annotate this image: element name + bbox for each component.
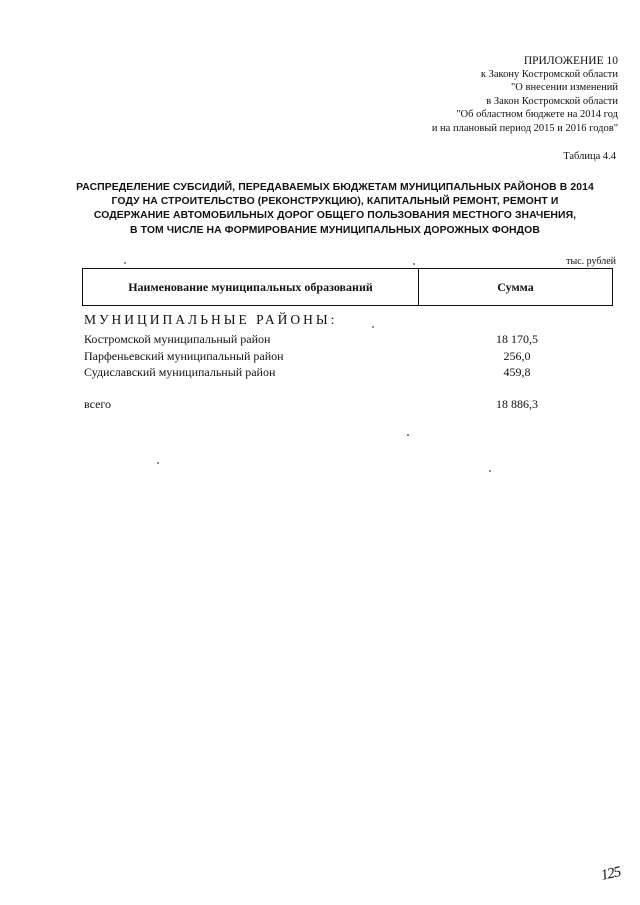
annex-header <box>258 54 618 135</box>
row-value: 459,8 <box>503 365 531 379</box>
title-line: СОДЕРЖАНИЕ АВТОМОБИЛЬНЫХ ДОРОГ ОБЩЕГО ПОЛЬЗОВАНИЯ МЕСТНОГО ЗНАЧЕНИЯ, <box>93 210 577 222</box>
column-header-name: Наименование муниципальных образований <box>83 269 419 305</box>
annex-line: "Об областном бюджете на 2014 год <box>456 109 618 121</box>
table-number: Таблица 4.4 <box>563 151 616 162</box>
row-value: 256,0 <box>503 348 531 363</box>
unit-label: тыс. рублей <box>566 256 616 267</box>
row-value: 18 170,5 <box>496 332 538 346</box>
total-label: всего <box>84 397 112 411</box>
scan-speck <box>372 326 374 328</box>
table-body <box>84 331 614 381</box>
table-header <box>82 268 613 306</box>
row-name: Парфеньевский муниципальный район <box>84 348 284 363</box>
scan-speck <box>407 434 409 436</box>
annex-line: и на плановый период 2015 и 2016 годов" <box>431 122 618 134</box>
scan-speck <box>413 263 415 265</box>
table-row <box>84 364 614 381</box>
total-value: 18 886,3 <box>496 397 538 411</box>
document-title <box>40 181 630 238</box>
handwritten-page-number: 125 <box>598 864 622 884</box>
annex-line: к Закону Костромской области <box>480 69 618 80</box>
title-line: РАСПРЕДЕЛЕНИЕ СУБСИДИЙ, ПЕРЕДАВАЕМЫХ БЮДЖЕТАМ МУНИЦИПАЛЬНЫХ РАЙОНОВ В 2014 <box>76 182 594 193</box>
row-name: Судиславский муниципальный район <box>84 365 276 379</box>
annex-title: ПРИЛОЖЕНИЕ 10 <box>523 55 618 67</box>
row-name: Костромской муниципальный район <box>84 332 271 346</box>
title-line: В ТОМ ЧИСЛЕ НА ФОРМИРОВАНИЕ МУНИЦИПАЛЬНЫХ ДОРОЖНЫХ ФОНДОВ <box>130 224 540 236</box>
total-row <box>84 396 614 413</box>
scan-speck <box>489 470 491 472</box>
title-line: ГОДУ НА СТРОИТЕЛЬСТВО (РЕКОНСТРУКЦИЮ), КАПИТАЛЬНЫЙ РЕМОНТ, РЕМОНТ И <box>111 196 559 208</box>
section-heading: МУНИЦИПАЛЬНЫЕ РАЙОНЫ: <box>84 312 338 327</box>
table-row <box>84 348 614 365</box>
annex-line: в Закон Костромской области <box>486 95 618 107</box>
column-header-sum: Сумма <box>497 279 534 294</box>
scan-speck <box>124 262 126 264</box>
annex-line: "О внесении изменений <box>511 82 618 94</box>
scan-speck <box>157 462 159 464</box>
table-row <box>84 331 614 348</box>
